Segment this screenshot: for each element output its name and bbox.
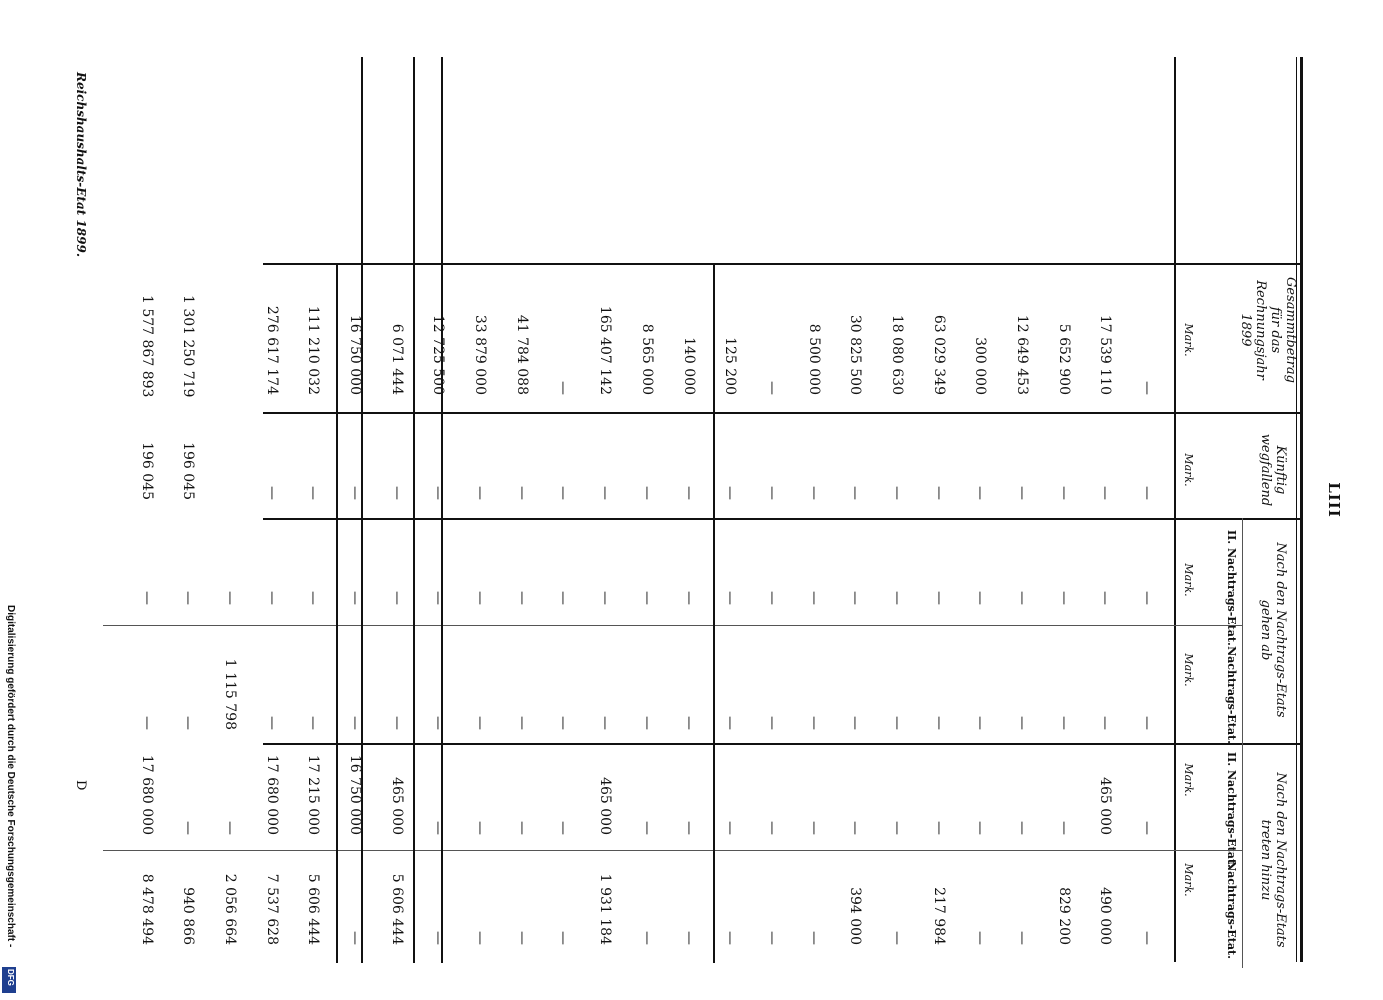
table-cell: —: [888, 821, 905, 835]
table-cell: —: [1055, 486, 1072, 500]
table-cell: 5 652 900: [1055, 323, 1072, 395]
table-cell: —: [1055, 716, 1072, 730]
dfg-logo: [2, 967, 16, 993]
table-cell: —: [263, 591, 280, 605]
table-cell: —: [680, 486, 697, 500]
header-treten-hinzu: [1258, 770, 1288, 950]
table-cell: —: [430, 931, 447, 945]
table-cell: —: [1013, 821, 1030, 835]
table-cell: —: [1055, 591, 1072, 605]
table-cell: 217 984: [930, 887, 947, 945]
table-cell: —: [930, 591, 947, 605]
header-gesamt: [1238, 260, 1298, 400]
table-cell: —: [763, 821, 780, 835]
table-cell: —: [430, 486, 447, 500]
table-cell: —: [930, 486, 947, 500]
table-cell: 1 301 250 719: [180, 295, 197, 398]
table-cell: —: [680, 821, 697, 835]
dfg-logo-text: DFG: [6, 969, 15, 986]
digitization-strip: [2, 605, 16, 995]
table-cell: —: [638, 486, 655, 500]
column-divider: [263, 263, 1303, 265]
table-cell: —: [1097, 486, 1114, 500]
table-cell: —: [388, 486, 405, 500]
table-cell: —: [305, 486, 322, 500]
table-cell: —: [347, 716, 364, 730]
table-cell: —: [888, 591, 905, 605]
table-cell: —: [972, 931, 989, 945]
unit-label: Mark.: [1182, 763, 1195, 797]
table-cell: 2 056 664: [222, 873, 239, 945]
table-cell: 6 071 444: [388, 323, 405, 395]
table-cell: —: [722, 931, 739, 945]
table-cell: —: [513, 716, 530, 730]
table-cell: —: [1013, 716, 1030, 730]
header-line: für das: [1268, 306, 1283, 354]
table-cell: 41 784 088: [513, 314, 530, 395]
table-cell: —: [305, 591, 322, 605]
table-cell: —: [1013, 931, 1030, 945]
table-cell: 300 000: [972, 337, 989, 395]
table-cell: 1 931 184: [597, 873, 614, 945]
table-cell: 940 866: [180, 887, 197, 945]
table-cell: —: [472, 931, 489, 945]
table-cell: —: [388, 716, 405, 730]
table-cell: —: [513, 486, 530, 500]
table-cell: —: [1139, 931, 1155, 945]
table-cell: 276 617 174: [263, 305, 280, 395]
table-cell: 394 000: [847, 887, 864, 945]
table-cell: —: [972, 716, 989, 730]
table-cell: 196 045: [138, 442, 155, 500]
table-cell: —: [222, 591, 239, 605]
table-cell: —: [930, 716, 947, 730]
table-cell: —: [597, 486, 614, 500]
table-cell: —: [763, 931, 780, 945]
table-cell: —: [597, 716, 614, 730]
table-cell: —: [763, 486, 780, 500]
table-cell: 5 606 444: [305, 873, 322, 945]
table-cell: —: [180, 821, 197, 835]
unit-label: Mark.: [1182, 323, 1195, 357]
section-rule: [713, 263, 715, 963]
table-cell: 18 080 630: [888, 314, 905, 395]
header-line: wegfallend: [1258, 433, 1273, 507]
table-cell: —: [722, 591, 739, 605]
header-subrule: [1242, 518, 1243, 968]
table-cell: —: [722, 821, 739, 835]
table-cell: 7 537 628: [263, 873, 280, 945]
table-cell: —: [638, 716, 655, 730]
table-cell: —: [888, 931, 905, 945]
unit-label: Mark.: [1182, 563, 1195, 597]
table-cell: 16 750 000: [347, 754, 364, 835]
unit-label: Mark.: [1182, 453, 1195, 487]
unit-label: Mark.: [1182, 863, 1195, 897]
section-rule: [336, 263, 338, 963]
table-cell: —: [763, 591, 780, 605]
table-cell: —: [305, 716, 322, 730]
table-cell: 465 000: [597, 777, 614, 835]
header-line: Nach den Nachtrags-Etats: [1273, 542, 1288, 718]
table-cell: 63 029 349: [930, 314, 947, 395]
subheader-ii-nachtrag-1: II. Nachtrags-Etat.: [1225, 752, 1238, 868]
table-cell: —: [722, 486, 739, 500]
table-cell: —: [847, 821, 864, 835]
table-cell: 490 000: [1097, 887, 1114, 945]
table-cell: —: [888, 716, 905, 730]
table-cell: —: [1139, 821, 1155, 835]
table-cell: —: [805, 591, 822, 605]
table-cell: —: [513, 931, 530, 945]
table-cell: —: [847, 716, 864, 730]
table-cell: —: [138, 716, 155, 730]
table-cell: —: [388, 591, 405, 605]
subheader-nachtrag-1: Nachtrags-Etat.: [1225, 861, 1238, 959]
table-cell: —: [805, 486, 822, 500]
table-cell: —: [180, 716, 197, 730]
table-cell: —: [472, 486, 489, 500]
table-cell: 465 000: [1097, 777, 1114, 835]
table-cell: —: [555, 381, 572, 395]
sheet-letter: D: [73, 780, 88, 791]
table-cell: —: [1097, 716, 1114, 730]
table-cell: —: [347, 931, 364, 945]
header-line: gehen ab: [1258, 599, 1273, 661]
table-cell: —: [805, 821, 822, 835]
table-cell: 17 680 000: [263, 754, 280, 835]
table-cell: —: [972, 486, 989, 500]
table-cell: —: [472, 716, 489, 730]
table-cell: —: [1097, 591, 1114, 605]
table-cell: —: [763, 716, 780, 730]
header-gehen-ab: [1258, 540, 1288, 720]
table-cell: —: [555, 486, 572, 500]
table-top-rule: [1300, 57, 1303, 962]
table-cell: —: [972, 821, 989, 835]
table-cell: 1 115 798: [222, 658, 239, 730]
table-cell: —: [263, 716, 280, 730]
table-cell: —: [555, 931, 572, 945]
subheader-nachtrag-2: Nachtrags-Etat.: [1225, 646, 1238, 744]
table-cell: —: [555, 716, 572, 730]
header-line: Nach den Nachtrags-Etats: [1273, 772, 1288, 948]
table-cell: 5 606 444: [388, 873, 405, 945]
table-cell: 30 825 500: [847, 314, 864, 395]
table-cell: —: [180, 591, 197, 605]
footer-title: Reichshaushalts-Etat 1899.: [74, 72, 88, 258]
table-cell: —: [680, 591, 697, 605]
header-line: treten hinzu: [1258, 819, 1273, 901]
table-cell: 140 000: [680, 337, 697, 395]
table-cell: —: [347, 486, 364, 500]
header-line: 1899: [1238, 313, 1253, 347]
table-cell: —: [1013, 486, 1030, 500]
table-cell: —: [1055, 821, 1072, 835]
table-cell: —: [805, 931, 822, 945]
table-cell: —: [597, 591, 614, 605]
table-cell: —: [1139, 381, 1155, 395]
table-cell: 17 215 000: [305, 754, 322, 835]
table-cell: —: [1139, 716, 1155, 730]
header-line: Gesammtbetrag: [1283, 277, 1298, 383]
table-cell: —: [430, 591, 447, 605]
page-number: LIII: [1325, 482, 1343, 518]
table-cell: 465 000: [388, 777, 405, 835]
table-cell: —: [972, 591, 989, 605]
table-cell: —: [263, 486, 280, 500]
header-bottom-rule: [1174, 57, 1176, 962]
unit-label: Mark.: [1182, 653, 1195, 687]
table-cell: —: [555, 591, 572, 605]
table-cell: 8 478 494: [138, 873, 155, 945]
table-cell: —: [680, 716, 697, 730]
header-line: Rechnungsjahr: [1253, 280, 1268, 380]
table-cell: 33 879 000: [472, 314, 489, 395]
table-cell: 165 407 142: [597, 305, 614, 395]
table-cell: —: [638, 931, 655, 945]
table-cell: —: [430, 716, 447, 730]
table-top-rule-thin: [1296, 57, 1297, 962]
table-cell: 17 680 000: [138, 754, 155, 835]
table-cell: —: [722, 716, 739, 730]
table-cell: 1 577 867 893: [138, 295, 155, 398]
table-cell: —: [222, 821, 239, 835]
table-cell: —: [513, 591, 530, 605]
table-cell: —: [472, 591, 489, 605]
table-cell: 8 565 000: [638, 323, 655, 395]
table-cell: 12 649 453: [1013, 314, 1030, 395]
table-cell: 829 200: [1055, 887, 1072, 945]
table-cell: —: [930, 821, 947, 835]
header-line: Künftig: [1273, 445, 1288, 495]
table-cell: —: [638, 821, 655, 835]
column-divider-thin: [103, 625, 1243, 626]
subheader-ii-nachtrag-2: II. Nachtrags-Etat.: [1225, 530, 1238, 646]
table-cell: —: [1013, 591, 1030, 605]
table-cell: —: [638, 591, 655, 605]
header-kuenftig: [1258, 420, 1288, 520]
table-cell: 125 200: [722, 337, 739, 395]
digitization-note: Digitalisierung gefördert durch die Deutsche Forschungsgemeinschaft -: [5, 605, 16, 948]
table-cell: 111 210 032: [305, 305, 322, 395]
table-cell: —: [847, 486, 864, 500]
table-cell: 16 750 000: [347, 314, 364, 395]
table-cell: —: [847, 591, 864, 605]
table-cell: —: [888, 486, 905, 500]
table-cell: —: [347, 591, 364, 605]
table-cell: —: [472, 821, 489, 835]
table-cell: —: [1139, 486, 1155, 500]
table-cell: —: [430, 821, 447, 835]
table-cell: 17 539 110: [1097, 314, 1114, 395]
table-cell: —: [513, 821, 530, 835]
table-cell: —: [680, 931, 697, 945]
table-cell: —: [138, 591, 155, 605]
section-rule: [413, 57, 415, 963]
table-cell: 12 725 500: [430, 314, 447, 395]
table-cell: 8 500 000: [805, 323, 822, 395]
table-cell: 196 045: [180, 442, 197, 500]
table-cell: —: [555, 821, 572, 835]
table-cell: —: [805, 716, 822, 730]
table-cell: —: [763, 381, 780, 395]
table-cell: —: [1139, 591, 1155, 605]
